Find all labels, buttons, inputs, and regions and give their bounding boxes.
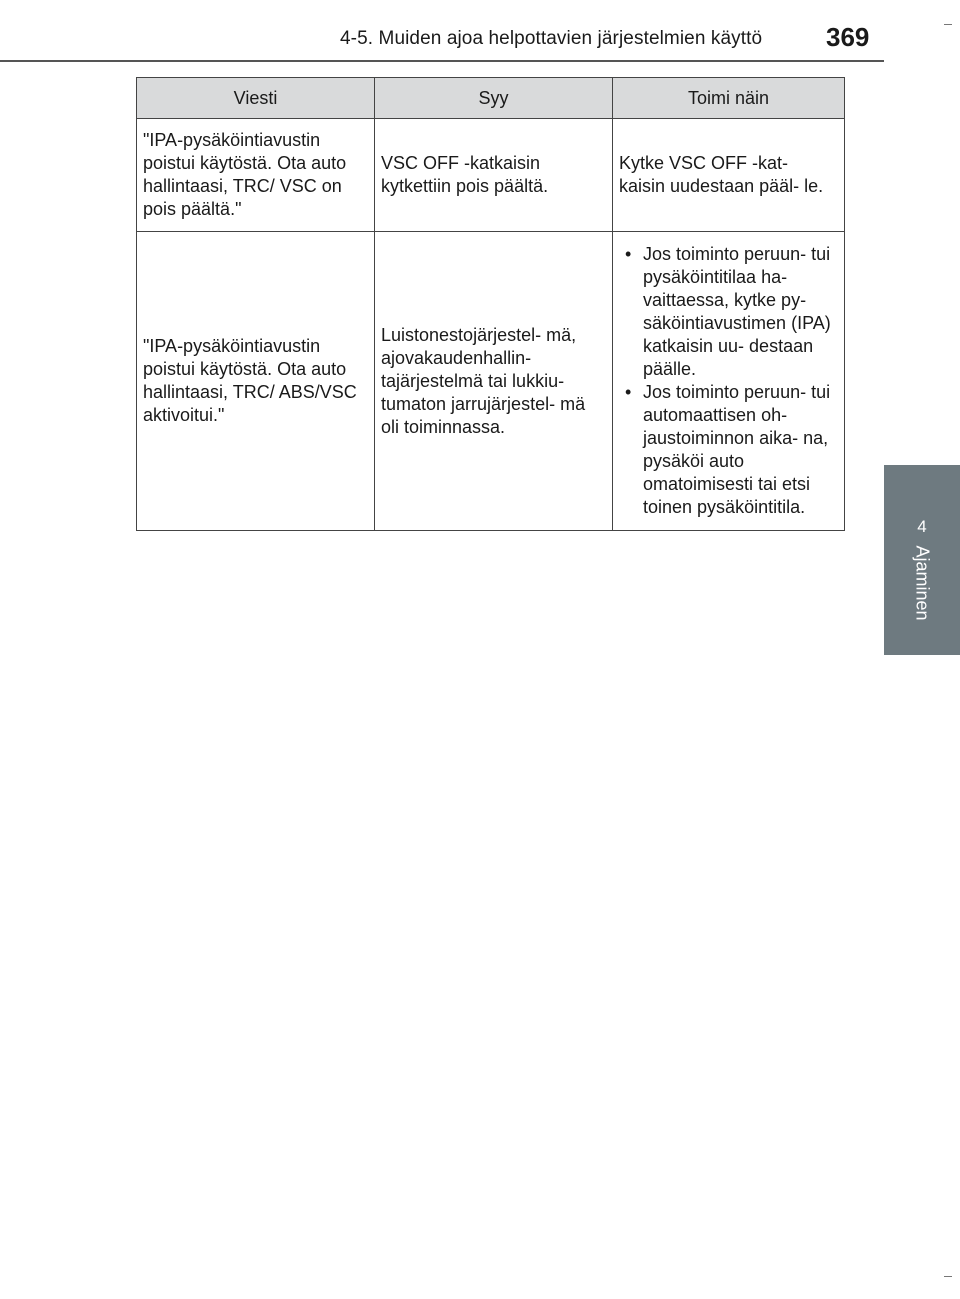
column-header-cause: Syy	[375, 78, 613, 119]
crop-mark	[944, 24, 952, 25]
table-row	[137, 119, 845, 232]
message-cell: "IPA-pysäköintiavustin poistui käytöstä. Ota auto hallintaasi, TRC/ VSC on pois päältä."	[137, 119, 375, 232]
message-table	[136, 77, 845, 531]
chapter-side-tab	[884, 465, 960, 655]
list-item: • Jos toiminto peruun- tui automaattisen oh- jaustoiminnon aika- na, pysäköi auto omatoimisesti tai etsi toinen pysäköintitila.	[619, 381, 836, 519]
column-header-action: Toimi näin	[613, 78, 845, 119]
table-header-row	[137, 78, 845, 119]
list-item: • Jos toiminto peruun- tui pysäköintitilaa ha- vaittaessa, kytke py- säköintiavustimen (IPA) katkaisin uu- destaan päälle.	[619, 243, 836, 381]
header-divider	[0, 60, 884, 62]
chapter-title: 4-5. Muiden ajoa helpottavien järjestelmien käyttö	[340, 28, 763, 49]
action-cell: Kytke VSC OFF -kat- kaisin uudestaan pääl- le.	[613, 119, 845, 232]
action-cell	[613, 232, 845, 531]
column-header-message: Viesti	[137, 78, 375, 119]
chapter-number: 4	[917, 517, 927, 536]
page-number: 369	[826, 22, 870, 52]
message-cell: "IPA-pysäköintiavustin poistui käytöstä. Ota auto hallintaasi, TRC/ ABS/VSC aktivoitui."	[137, 232, 375, 531]
table-row	[137, 232, 845, 531]
cause-cell: VSC OFF -katkaisin kytkettiin pois päältä.	[375, 119, 613, 232]
crop-mark	[944, 1276, 952, 1277]
cause-cell: Luistonestojärjestel- mä, ajovakaudenhallin- tajärjestelmä tai lukkiu- tumaton jarrujärjestel- mä oli toiminnassa.	[375, 232, 613, 531]
action-list	[619, 243, 836, 519]
chapter-label: Ajaminen	[912, 545, 933, 621]
